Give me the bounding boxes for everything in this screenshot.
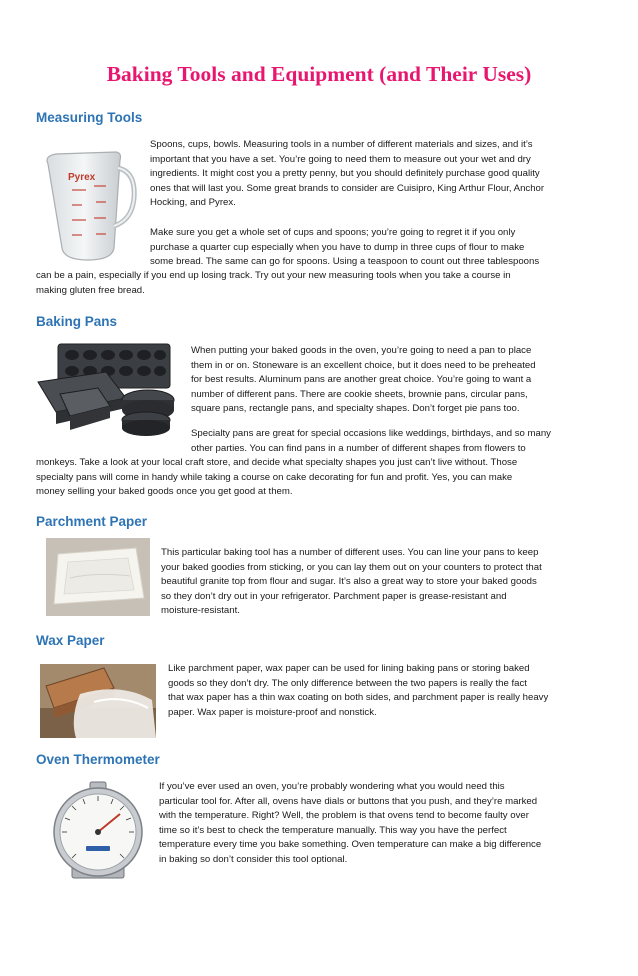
text-line: Specialty pans are great for special occasions like weddings, birthdays, and so many <box>191 428 551 439</box>
text-line: Make sure you get a whole set of cups and spoons; you’re going to regret it if you only <box>150 227 516 238</box>
baking-pans-paragraph-2a <box>191 427 551 456</box>
text-line: with the temperature. Right? Well, the problem is that ovens tend to become faulty over <box>159 810 529 821</box>
baking-pans-icon <box>36 342 176 438</box>
oven-thermometer-icon <box>50 780 146 880</box>
wax-paper-icon <box>40 664 156 738</box>
parchment-paper-paragraph <box>161 546 542 619</box>
text-line: paper. Wax paper is moisture-proof and nonstick. <box>168 706 377 718</box>
text-line: important that you have a set. You’re going to need them to measure out your wet and dry <box>150 153 531 165</box>
text-line: purchase a quarter cup especially when you have to dump in three cups of flour to make <box>150 241 525 253</box>
pyrex-brand-text: Pyrex <box>68 172 96 183</box>
heading-wax-paper: Wax Paper <box>36 633 105 648</box>
text-line: money selling your baked goods once you get good at them. <box>36 486 293 497</box>
text-line: Hocking, and Pyrex. <box>150 197 236 208</box>
text-line: specialty pans will come in handy while taking a course on cake decorating for fun and profit. Yes, you can make <box>36 471 513 483</box>
baking-pans-paragraph-2b <box>36 456 517 500</box>
text-line: them in or on. Stoneware is an excellent choice, but it does need to be preheated <box>191 359 536 371</box>
text-line: making gluten free bread. <box>36 284 145 296</box>
text-line: Spoons, cups, bowls. Measuring tools in a number of different materials and sizes, and it’s <box>150 139 533 150</box>
text-line: monkeys. Take a look at your local craft store, and decide what specialty shapes you just can’t live without. Those <box>36 457 518 468</box>
text-line: time so it’s best to check the temperature manually. This way you have the perfect <box>159 824 507 836</box>
text-line: in baking so don’t consider this tool optional. <box>159 853 348 865</box>
wax-paper-paragraph <box>168 662 548 720</box>
parchment-paper-icon <box>46 538 150 616</box>
baking-pans-paragraph-1 <box>191 344 536 417</box>
heading-measuring-tools: Measuring Tools <box>36 110 143 125</box>
text-line: square pans, rectangle pans, and specialty shapes. Don’t forget pie pans too. <box>191 403 520 414</box>
measuring-tools-paragraph-1 <box>150 138 544 211</box>
heading-oven-thermometer: Oven Thermometer <box>36 752 160 767</box>
text-line: ingredients. It might cost you a pretty penny, but you should definitely purchase good quality <box>150 168 540 179</box>
text-line: particular tool for. After all, ovens have dials or buttons that you push, and they’re marked <box>159 795 538 807</box>
text-line: If you’ve ever used an oven, you’re probably wondering what you would need this <box>159 781 505 792</box>
text-line: other parties. You can find pans in a number of different shapes from flowers to <box>191 442 526 454</box>
text-line: beautiful granite top from flour and sugar. It’s also a great way to store your baked goods <box>161 576 537 587</box>
measuring-cup-icon <box>38 150 138 264</box>
text-line: that wax paper has a thin wax coating on both sides, and parchment paper is really heavy <box>168 692 549 703</box>
text-line: moisture-resistant. <box>161 605 240 616</box>
text-line: some bread. The same can go for spoons. Using a teaspoon to count out three tablespoons <box>150 256 540 267</box>
text-line: This particular baking tool has a number of different uses. You can line your pans to keep <box>161 547 539 558</box>
text-line: temperature every time you bake something. Oven temperature can make a big difference <box>159 839 542 850</box>
text-line: so they don’t dry out in your refrigerator. Parchment paper is grease-resistant and <box>161 590 507 602</box>
text-line: ones that will last you. Some great brands to consider are Cuisipro, King Arthur Flour, Anchor <box>150 182 545 194</box>
text-line: number of different pans. There are cookie sheets, brownie pans, circular pans, <box>191 388 528 400</box>
text-line: Like parchment paper, wax paper can be used for lining baking pans or storing baked <box>168 663 530 674</box>
heading-parchment-paper: Parchment Paper <box>36 514 148 529</box>
oven-thermometer-paragraph <box>159 780 541 867</box>
text-line: for best results. Aluminum pans are another great choice. You’re going to want a <box>191 374 532 385</box>
heading-baking-pans: Baking Pans <box>36 314 118 329</box>
text-line: When putting your baked goods in the oven, you’re going to need a pan to place <box>191 345 532 356</box>
text-line: your baked goodies from sticking, or you can lay them out on your counters to protect that <box>161 561 542 573</box>
text-line: goods so they don’t dry. The only difference between the two papers is really the fact <box>168 677 527 689</box>
text-line: can be a pain, especially if you end up losing track. Try out your new measuring tools when you take a course in <box>36 270 511 281</box>
page-title: Baking Tools and Equipment (and Their Uses) <box>106 62 532 86</box>
measuring-tools-paragraph-2b <box>36 269 511 298</box>
measuring-tools-paragraph-2a <box>150 226 539 270</box>
